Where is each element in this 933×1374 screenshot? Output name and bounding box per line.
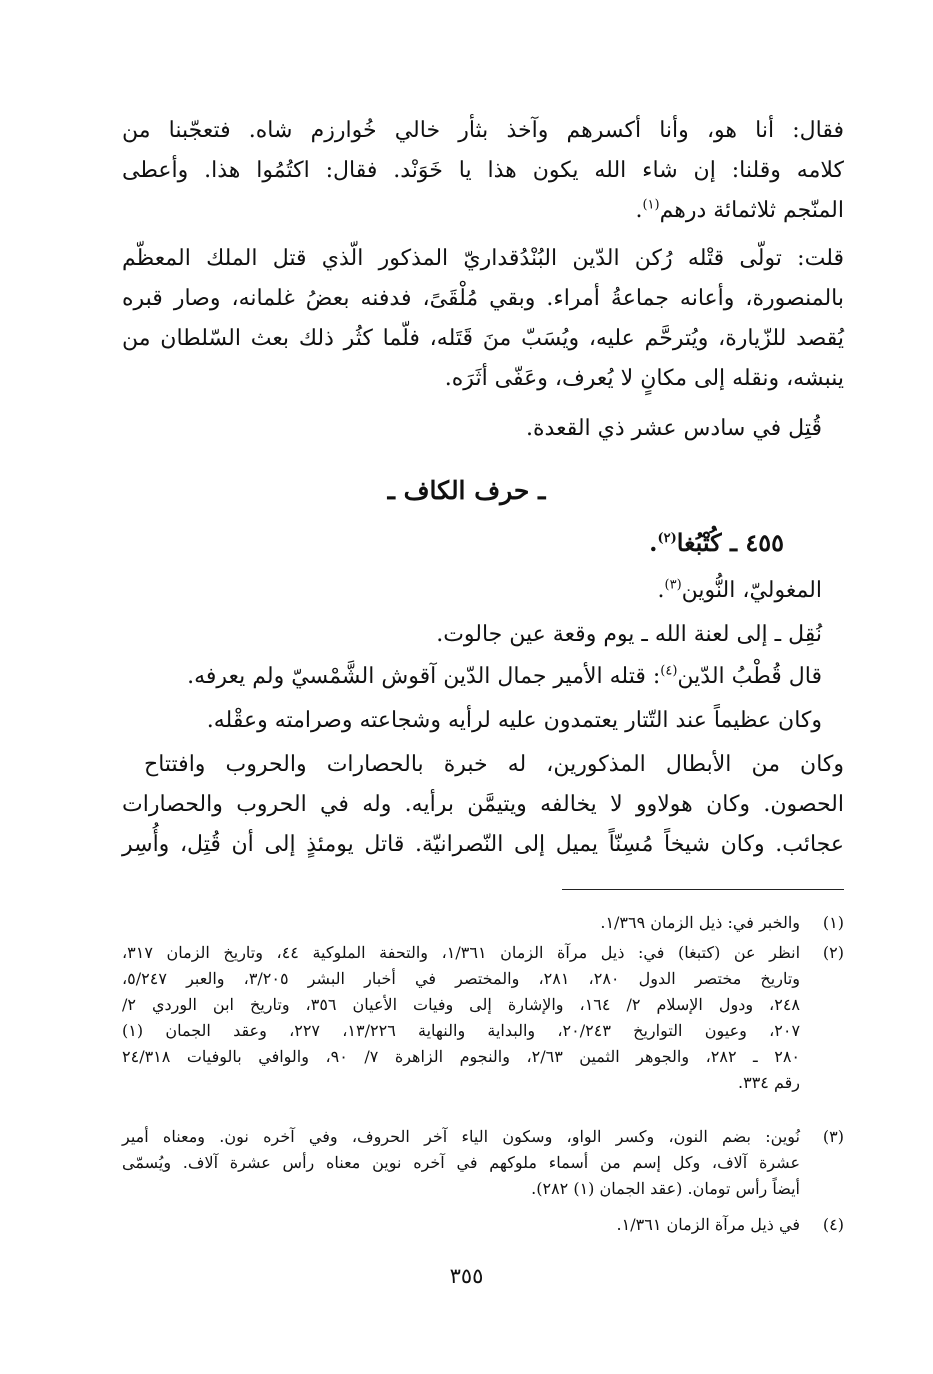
footnote-ref: (٣): [664, 577, 682, 593]
footnote-number: (٤): [822, 1215, 844, 1234]
footnote-line: وتاريخ مختصر الدول ٢٨٠، ٢٨١، والمختصر في أخبار البشر ٣/٢٠٥، والعبر ٥/٢٤٧،: [122, 969, 800, 988]
footnote-line: انظر عن (كتبغا) في: ذيل مرآة الزمان ١/٣٦١، والتحفة الملوكية ٤٤، وتاريخ الزمان ٣١٧،: [122, 943, 801, 962]
footnote-line: ٢٨٠ ـ ٢٨٢، والجوهر الثمين ٢/٦٣، والنجوم الزاهرة ٧/ ٩٠، والوافي بالوفيات ٢٤/٣١٨: [122, 1047, 801, 1066]
text-line: قُتِل في سادس عشر ذي القعدة.: [526, 416, 822, 441]
text-fragment: .: [649, 528, 658, 557]
footnote-2: [122, 940, 844, 1096]
footnote-line: ٢٠٧، وعيون التواريخ ٢٠/٢٤٣، والبداية والنهاية ١٣/٢٢٦، ٢٢٧، وعقد الجمان (١): [122, 1021, 801, 1040]
page-number: ٣٥٥: [449, 1264, 484, 1288]
text-line: [187, 662, 822, 692]
text-line: [658, 576, 822, 606]
text-line: وكان من الأبطال المذكورين، له خبرة بالحصارات والحروب وافتتاح: [144, 752, 844, 777]
footnote-number: (٣): [822, 1127, 844, 1146]
text-fragment: .: [657, 578, 665, 603]
text-line: كلامه وقلنا: إن شاء الله يكون هذا يا خَوَنْد. فقال: اكتُمُوا هذا. وأعطى: [122, 158, 844, 183]
text-fragment: المغوليّ، النُّوين: [681, 578, 822, 603]
footnote-line: أيضاً رأس تومان. (عقد الجمان (١) ٢٨٢).: [531, 1179, 800, 1198]
text-line: [635, 196, 844, 226]
footnote-number: (١): [822, 913, 844, 932]
footnote-number: (٢): [822, 943, 844, 962]
text-line: فقال: أنا هو، وأنا أكسرهم وآخذ بثأر خالي خُوارزم شاه. فتعجّبنا من: [122, 118, 844, 143]
footnote-ref: (٢): [657, 531, 677, 546]
text-fragment: : قتله الأمير جمال الدّين آقوش الشَّمْسيّ ولم يعرفه.: [187, 664, 661, 689]
text-line: ينبشه، ونقله إلى مكانٍ لا يُعرف، وعَفّى أثَرَه.: [444, 366, 844, 391]
text-fragment: .: [635, 198, 643, 223]
footnote-line: في ذيل مرآة الزمان ١/٣٦١.: [616, 1215, 800, 1234]
footnote-ref: (١): [642, 197, 660, 213]
entry-title: [649, 528, 784, 558]
footnote-4: [122, 1212, 844, 1238]
text-line: بالمنصورة، وأعانه جماعةُ أمراء. وبقي مُلْقَىً، فدفنه بعضُ غلمانه، وصار قبره: [122, 286, 844, 311]
text-line: قلت: تولّى قتْله رُكن الدّين البُنْدُقداريّ المذكور الّذي قتل الملك المعظّم: [122, 246, 844, 271]
footnote-line: رقم ٣٣٤.: [738, 1073, 800, 1092]
footnote-line: نُوين: بضم النون، وكسر الواو، وسكون الياء آخر الحروف، وفي آخره نون. ومعناه أمير: [122, 1127, 800, 1146]
text-line: وكان عظيماً عند التّتار يعتمدون عليه لرأيه وشجاعته وصرامته وعقْله.: [206, 708, 822, 733]
text-line: الحصون. وكان هولاوو لا يخالفه ويتيمَّن برأيه. وله في الحروب والحصارات: [122, 792, 844, 817]
entry-label: ٤٥٥ ـ كُتْبُغا: [676, 528, 784, 557]
section-heading: ـ حرف الكاف ـ: [387, 476, 546, 505]
footnote-line: والخبر في: ذيل الزمان ١/٣٦٩.: [600, 913, 800, 932]
text-fragment: قال قُطْبُ الدّين: [677, 664, 822, 689]
footnote-line: عشرة آلاف، وكل إسم من أسماء ملوكهم في آخره نوين معناه رأس عشرة آلاف. ويُسمّى: [122, 1153, 800, 1172]
footnote-separator: [562, 889, 844, 890]
text-line: عجائب. وكان شيخاً مُسِنّاً يميل إلى النّصرانيّة. قاتل يومئذٍ إلى أن قُتِل، وأُسِر: [122, 832, 844, 857]
footnote-line: ٢٤٨، ودول الإسلام ٢/ ١٦٤، والإشارة إلى وفيات الأعيان ٣٥٦، وتاريخ ابن الوردي ٢/: [122, 995, 801, 1014]
text-fragment: المنّجم ثلاثمائة درهم: [659, 198, 844, 223]
text-line: يُقصد للزّيارة، ويُترحَّم عليه، ويُسَبّ منَ قَتَله، فلّما كثُر ذلك بعث السّلطان من: [122, 326, 844, 351]
text-line: نُقِل ـ إلى لعنة الله ـ يوم وقعة عين جالوت.: [436, 622, 822, 647]
footnote-ref: (٤): [660, 663, 678, 679]
footnote-3: [122, 1124, 844, 1202]
footnote-1: [122, 910, 844, 936]
